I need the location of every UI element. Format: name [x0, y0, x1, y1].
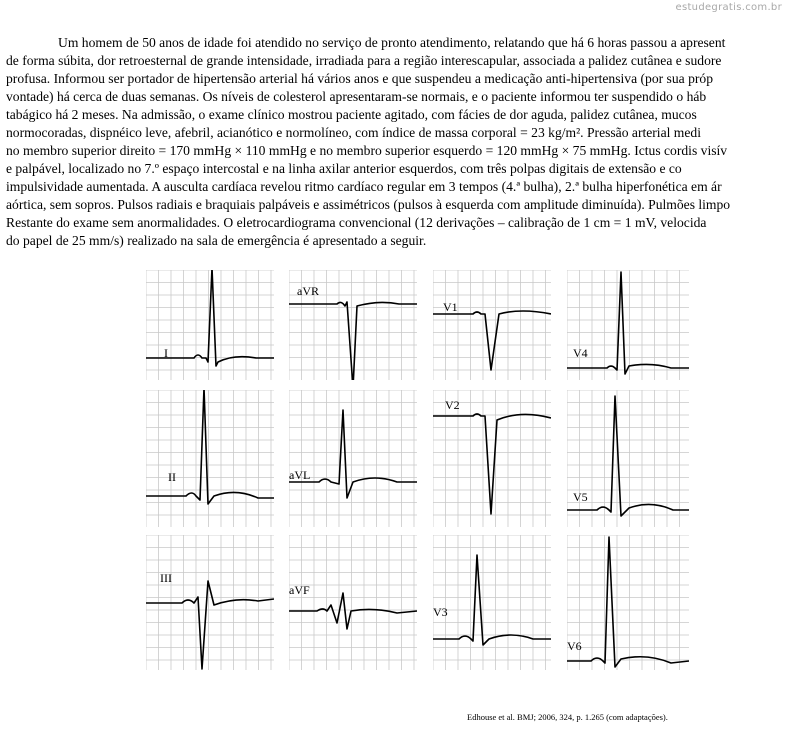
paragraph-line: Restante do exame sem anormalidades. O eletrocardiograma convencional (12 derivações – calibração de 1 cm = 1 mV, velocida [6, 215, 707, 230]
paragraph-line: vontade) há cerca de duas semanas. Os níveis de colesterol apresentaram-se normais, e o paciente informou ter suspendido o háb [6, 89, 707, 104]
paragraph-line: no membro superior direito = 170 mmHg × 110 mmHg e no membro superior esquerdo = 120 mmHg × 75 mmHg. Ictus cordis visív [6, 143, 728, 158]
lead-label: V2 [445, 398, 460, 412]
paragraph-line: aórtica, sem sopros. Pulsos radiais e braquiais palpáveis e assimétricos (pulsos à esquerda com amplitude diminuída). Pulmões limpo [6, 197, 731, 212]
ecg-panel-avf [289, 535, 417, 670]
lead-label: III [160, 571, 172, 585]
ecg-waveform [289, 410, 417, 498]
ecg-grid [567, 270, 689, 380]
paragraph-line: do papel de 25 mm/s) realizado na sala de emergência é apresentado a seguir. [6, 233, 427, 248]
ecg-panel-i [146, 270, 274, 380]
lead-label: V1 [443, 300, 458, 314]
ecg-trace-svg [433, 270, 551, 380]
ecg-grid [146, 390, 274, 527]
paragraph-line: normocoradas, dispnéico leve, afebril, acianótico e normolíneo, com índice de massa corporal = 23 kg/m². Pressão arterial medi [6, 125, 701, 140]
ecg-trace-svg [289, 390, 417, 527]
ecg-panel-v5 [567, 390, 689, 527]
paragraph-line: tabágico há 2 meses. Na admissão, o exame clínico mostrou paciente agitado, com fácies de dor aguda, palidez cutânea, mucos [6, 107, 697, 122]
ecg-grid [433, 535, 551, 670]
ecg-panel-v4 [567, 270, 689, 380]
ecg-panel-iii [146, 535, 274, 670]
ecg-grid [567, 390, 689, 527]
ecg-trace-svg [289, 535, 417, 670]
paragraph-line: impulsividade aumentada. A ausculta cardíaca revelou ritmo cardíaco regular em 3 tempos (4.ª bulha), 2.ª bulha hiperfonética em ár [6, 179, 722, 194]
paragraph-line: de forma súbita, dor retroesternal de grande intensidade, irradiada para a região interescapular, associada a palidez cutânea e sudore [6, 53, 722, 68]
paragraph-line: e palpável, localizado no 7.º espaço intercostal e na linha axilar anterior esquerdos, com três polpas digitais de extensão e co [6, 161, 682, 176]
ecg-panel-ii [146, 390, 274, 527]
lead-label: aVF [289, 583, 310, 597]
lead-label: II [168, 470, 176, 484]
ecg-panel-avr [289, 270, 417, 380]
ecg-panel-v6 [567, 535, 689, 670]
ecg-trace-svg [567, 270, 689, 380]
ecg-grid [289, 535, 417, 670]
paragraph-line: Um homem de 50 anos de idade foi atendido no serviço de pronto atendimento, relatando que há 6 horas passou a apresent [58, 35, 726, 50]
ecg-panel-v2 [433, 390, 551, 527]
lead-label: aVR [297, 284, 319, 298]
ecg-grid [289, 390, 417, 527]
ecg-trace-svg [146, 535, 274, 670]
figure-source-caption: Edhouse et al. BMJ; 2006, 324, p. 1.265 (com adaptações). [467, 712, 668, 722]
ecg-waveform [289, 302, 417, 380]
ecg-waveform [146, 581, 274, 669]
ecg-trace-svg [567, 535, 689, 670]
lead-label: V6 [567, 639, 582, 653]
case-paragraph [6, 34, 786, 250]
ecg-panel-avl [289, 390, 417, 527]
ecg-panel-v3 [433, 535, 551, 670]
lead-label: aVL [289, 468, 311, 482]
lead-label: V4 [573, 346, 588, 360]
lead-label: V3 [433, 605, 448, 619]
ecg-trace-svg [433, 535, 551, 670]
site-watermark: estudegratis.com.br [675, 2, 782, 13]
ecg-waveform [289, 593, 417, 629]
ecg-panel-v1 [433, 270, 551, 380]
lead-label: V5 [573, 490, 588, 504]
ecg-trace-svg [567, 390, 689, 527]
ecg-grid [567, 535, 689, 670]
paragraph-line: profusa. Informou ser portador de hipertensão arterial há vários anos e que suspendeu a medicação anti-hipertensiva (por sua próp [6, 71, 713, 86]
ecg-trace-svg [146, 390, 274, 527]
ecg-trace-svg [146, 270, 274, 380]
lead-label: I [164, 346, 168, 360]
ecg-waveform [146, 390, 274, 504]
